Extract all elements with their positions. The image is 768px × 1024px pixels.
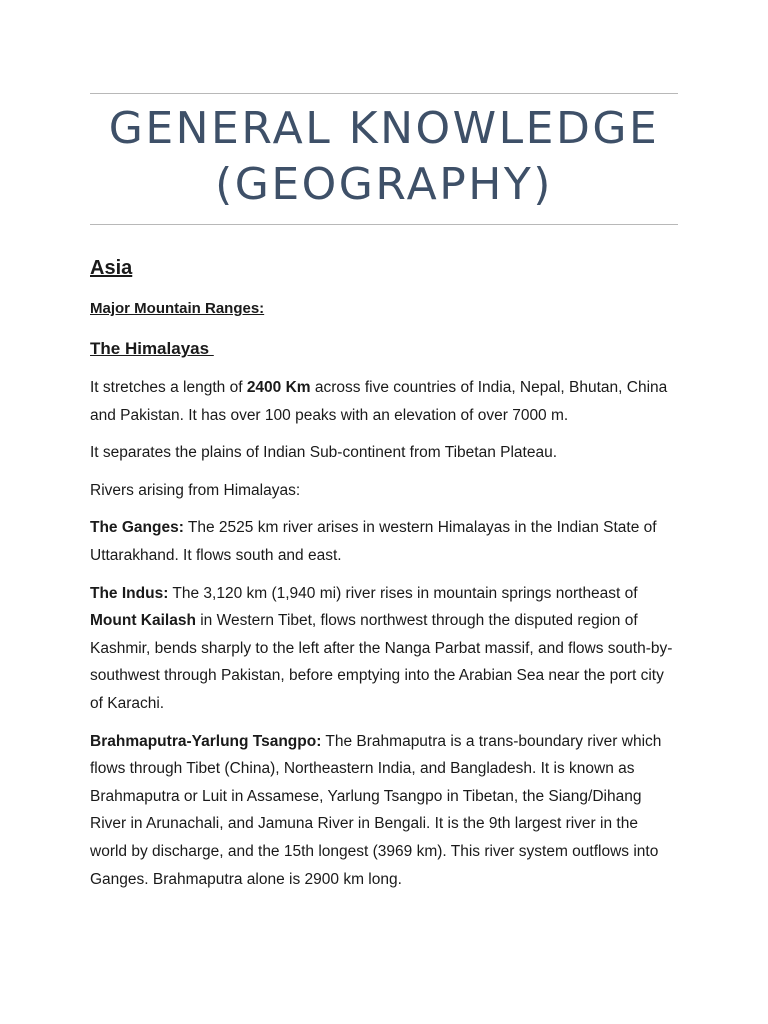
paragraph-ganges <box>90 514 678 569</box>
text-segment: across five countries of India, Nepal, Bhutan, China and Pakistan. It has over 100 peaks with an elevation of over 7000 m. <box>90 379 668 424</box>
document-title <box>90 101 678 213</box>
document-page <box>90 0 678 893</box>
heading-himalayas: The Himalayas <box>90 339 214 358</box>
title-line-2: (GEOGRAPHY) <box>215 159 553 210</box>
paragraph-separates-plains: It separates the plains of Indian Sub-continent from Tibetan Plateau. <box>90 444 558 462</box>
paragraph-brahmaputra <box>90 728 678 894</box>
text-indus-1: The 3,120 km (1,940 mi) river rises in mountain springs northeast of <box>168 584 638 602</box>
paragraph-himalayas-length <box>90 374 678 429</box>
bold-length: 2400 Km <box>246 379 311 396</box>
text-indus-2: in Western Tibet, flows northwest through the disputed region of Kashmir, bends sharply to the left after the Nanga Parbat massif, and flows south-by-southwest through Pakistan, before emptying into the Arabian Sea near the port city of Karachi. <box>90 612 673 712</box>
text-brahmaputra: The Brahmaputra is a trans-boundary river which flows through Tibet (China), Northeastern India, and Bangladesh. It is known as Brahmaputra or Luit in Assamese, Yarlung Tsangpo in Tibetan, the Siang/Dihang River in Arunachali, and Jamuna River in Bengali. It is the 9th largest river in the world by discharge, and the 15th longest (3969 km). This river system outflows into Ganges. Brahmaputra alone is 2900 km long. <box>90 732 662 888</box>
heading-asia: Asia <box>90 257 133 279</box>
label-ganges: The Ganges: <box>90 519 184 537</box>
title-line-1: GENERAL KNOWLEDGE <box>108 103 660 154</box>
bold-mount-kailash: Mount Kailash <box>90 612 196 630</box>
text-segment: It stretches a length of <box>90 379 247 396</box>
title-bottom-rule <box>90 224 678 225</box>
paragraph-indus <box>90 580 678 718</box>
text-ganges: The 2525 km river arises in western Himalayas in the Indian State of Uttarakhand. It flows south and east. <box>90 519 657 564</box>
label-brahmaputra: Brahmaputra-Yarlung Tsangpo: <box>90 732 322 750</box>
title-top-rule <box>90 93 678 94</box>
heading-major-mountain-ranges: Major Mountain Ranges: <box>90 300 265 317</box>
label-indus: The Indus: <box>90 584 169 602</box>
paragraph-rivers-intro: Rivers arising from Himalayas: <box>90 481 301 499</box>
